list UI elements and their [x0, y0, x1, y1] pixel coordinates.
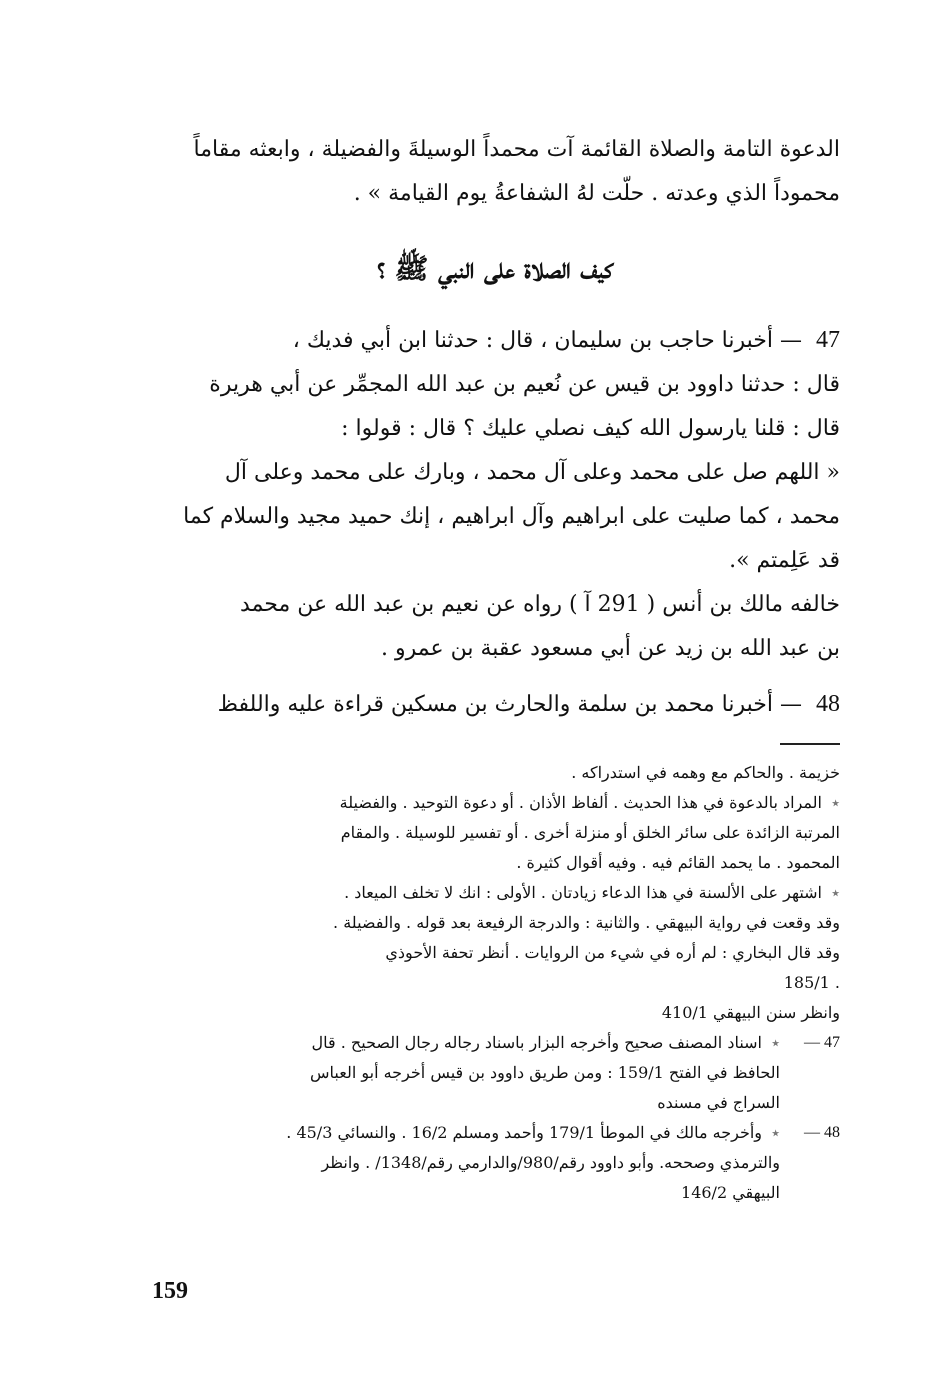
footnote-intro: خزيمة . والحاكم مع وهمه في استدراكه . [571, 763, 840, 782]
text-line: محموداً الذي وعدته . حلّت لهُ الشفاعةُ يوم القيامة » . [353, 181, 840, 206]
dua-line: محمد ، كما صليت على ابراهيم وآل ابراهيم ، إنك حميد مجيد والسلام كما [183, 504, 840, 529]
hadith-line [150, 682, 840, 727]
footnote-48 [150, 1118, 840, 1208]
footnote-47 [150, 1028, 840, 1118]
page-number: 159 [152, 1278, 188, 1304]
hadith-dash: — [780, 692, 802, 717]
footnote-line: الحافظ في الفتح 159/1 : ومن طريق داوود بن قيس أخرجه أبو العباس [309, 1063, 780, 1082]
hadith-text: أخبرنا محمد بن سلمة والحارث بن مسكين قراءة عليه واللفظ [217, 692, 773, 717]
hadith-line [150, 318, 840, 363]
footnote-marker-icon: ٭ [771, 1123, 780, 1142]
footnote-number: 48 — [804, 1124, 840, 1141]
continued-text [150, 128, 840, 216]
footnote-text: اشتهر على الألسنة في هذا الدعاء زيادتان . الأولى : انك لا تخلف الميعاد . [344, 883, 822, 902]
footnote-line: . 185/1 [783, 973, 840, 992]
footnote-line: والترمذي وصححه. وأبو داوود رقم/980/والدارمي رقم/1348/ . وانظر [321, 1153, 780, 1172]
footnote-marker-icon: ٭ [771, 1033, 780, 1052]
footnote-line: السراج في مسنده [657, 1093, 780, 1112]
footnote-line: وقد قال البخاري : لم أره في شيء من الروايات . أنظر تحفة الأحوذي [385, 943, 840, 962]
hadith-line: قال : حدثنا داوود بن قيس عن نُعيم بن عبد الله المجمِّر عن أبي هريرة [209, 372, 840, 397]
footnote-line: وانظر سنن البيهقي 410/1 [661, 1003, 840, 1022]
hadith-text: أخبرنا حاجب بن سليمان ، قال : حدثنا ابن أبي فديك ، [292, 328, 773, 353]
footnote-line: المرتبة الزائدة على سائر الخلق أو منزلة أخرى . أو تفسير للوسيلة . والمقام [340, 823, 840, 842]
footnote-line [150, 1118, 840, 1148]
footnote-number-text: 48 [824, 1124, 840, 1141]
hadith-number: 47 [816, 327, 840, 353]
section-heading: كيف الصلاة على النبي ﷺ ؟ [377, 252, 613, 285]
footnote-line [150, 878, 840, 908]
footnote-line: وقد وقعت في رواية البيهقي . والثانية : والدرجة الرفيعة بعد قوله . والفضيلة . [333, 913, 840, 932]
footnote-text: اسناد المصنف صحيح وأخرجه البزار باسناد رجاله رجال الصحيح . قال [311, 1033, 762, 1052]
dua-line: « اللهم صل على محمد وعلى آل محمد ، وبارك على محمد وعلى آل [224, 460, 840, 485]
footnote-line: البيهقي 146/2 [681, 1183, 780, 1202]
footnote-marker-icon: ٭ [831, 793, 840, 812]
text-line: الدعوة التامة والصلاة القائمة آت محمداً الوسيلةَ والفضيلة ، وابعثه مقاماً [193, 137, 840, 162]
footnote-number-text: 47 [824, 1034, 840, 1051]
dua-line: قد عَلِمتم ». [729, 548, 840, 573]
footnote-line: المحمود . ما يحمد القائم فيه . وفيه أقوال كثيرة . [516, 853, 840, 872]
footnote-text: وأخرجه مالك في الموطأ 179/1 وأحمد ومسلم 16/2 . والنسائي 45/3 . [286, 1123, 762, 1142]
footnote-text: المراد بالدعوة في هذا الحديث . ألفاظ الأذان . أو دعوة التوحيد . والفضيلة [339, 793, 822, 812]
hadith-47 [150, 318, 840, 671]
footnote-line [150, 1028, 840, 1058]
footnote-divider [780, 743, 840, 745]
hadith-48 [150, 682, 840, 727]
malik-line: بن عبد الله بن زيد عن أبي مسعود عقبة بن عمرو . [381, 636, 840, 661]
footnote-number: 47 — [804, 1034, 840, 1051]
footnotes [150, 758, 840, 1208]
hadith-line: قال : قلنا يارسول الله كيف نصلي عليك ؟ قال : قولوا : [341, 416, 840, 441]
footnote-marker-icon: ٭ [831, 883, 840, 902]
malik-line: خالفه مالك بن أنس ( 291 آ ) رواه عن نعيم بن عبد الله عن محمد [240, 592, 840, 617]
hadith-dash: — [780, 328, 802, 353]
footnote-line [150, 788, 840, 818]
hadith-number: 48 [816, 691, 840, 717]
